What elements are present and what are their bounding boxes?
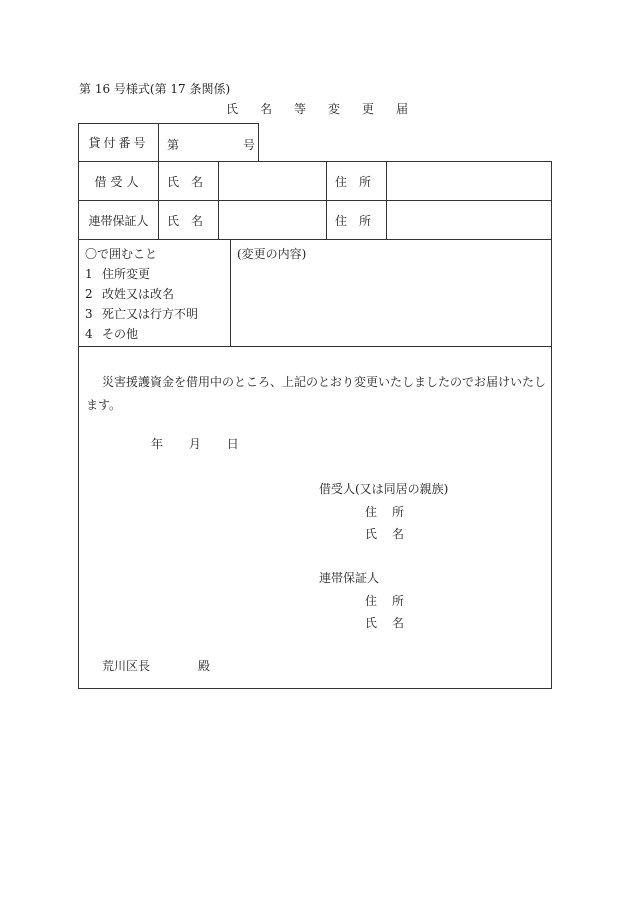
change-content-label: (変更の内容) xyxy=(237,247,307,261)
date-month: 月 xyxy=(188,437,201,451)
option-text: 改姓又は改名 xyxy=(102,287,175,301)
guarantor-row xyxy=(79,201,551,240)
borrower-label: 借受人 xyxy=(79,162,159,200)
date-line xyxy=(151,435,261,452)
guarantor-address-label: 住 所 xyxy=(327,201,387,239)
borrower-address-field[interactable] xyxy=(387,162,551,200)
guarantor-signature-name: 氏名 xyxy=(365,616,420,630)
change-options xyxy=(79,240,231,346)
guarantor-name-label: 氏 名 xyxy=(159,201,219,239)
change-option[interactable] xyxy=(85,284,230,304)
borrower-signature-address: 住所 xyxy=(365,505,420,519)
guarantor-address-field[interactable] xyxy=(387,201,551,239)
loan-number-prefix: 第 xyxy=(167,138,180,152)
loan-number-suffix: 号 xyxy=(243,138,256,152)
addressee-title: 荒川区長 xyxy=(102,659,151,673)
borrower-name-field[interactable] xyxy=(219,162,327,200)
option-text: 死亡又は行方不明 xyxy=(102,307,199,321)
borrower-row xyxy=(79,162,551,201)
form-title: 氏名等変更届 xyxy=(226,102,431,116)
statement-text: 災害援護資金を借用中のところ、上記のとおり変更いたしましたのでお届けいたします。 xyxy=(86,375,547,412)
change-option[interactable] xyxy=(85,324,230,344)
option-number: 1 xyxy=(85,267,93,281)
option-text: 住所変更 xyxy=(102,267,151,281)
form-number: 第 16 号様式(第 17 条関係) xyxy=(79,82,231,96)
guarantor-signature-heading: 連帯保証人 xyxy=(319,571,380,585)
change-option[interactable] xyxy=(85,304,230,324)
guarantor-label: 連帯保証人 xyxy=(79,201,159,239)
option-number: 3 xyxy=(85,307,93,321)
loan-number-label: 貸付番号 xyxy=(79,124,159,161)
borrower-name-label: 氏 名 xyxy=(159,162,219,200)
borrower-signature-name: 氏名 xyxy=(365,527,420,541)
change-instruction: 〇で囲むこと xyxy=(85,247,158,261)
option-number: 4 xyxy=(85,327,93,341)
option-text: その他 xyxy=(102,327,139,341)
option-number: 2 xyxy=(85,287,93,301)
form-table xyxy=(78,161,552,689)
guarantor-name-field[interactable] xyxy=(219,201,327,239)
date-day: 日 xyxy=(226,437,239,451)
change-row xyxy=(79,240,551,347)
addressee-honorific: 殿 xyxy=(198,659,211,673)
guarantor-signature-address: 住所 xyxy=(365,594,420,608)
borrower-address-label: 住 所 xyxy=(327,162,387,200)
addressee xyxy=(102,657,210,674)
loan-number-box xyxy=(78,123,259,161)
date-year: 年 xyxy=(151,437,164,451)
borrower-signature-heading: 借受人(又は同居の親族) xyxy=(319,482,449,496)
change-option[interactable] xyxy=(85,264,230,284)
